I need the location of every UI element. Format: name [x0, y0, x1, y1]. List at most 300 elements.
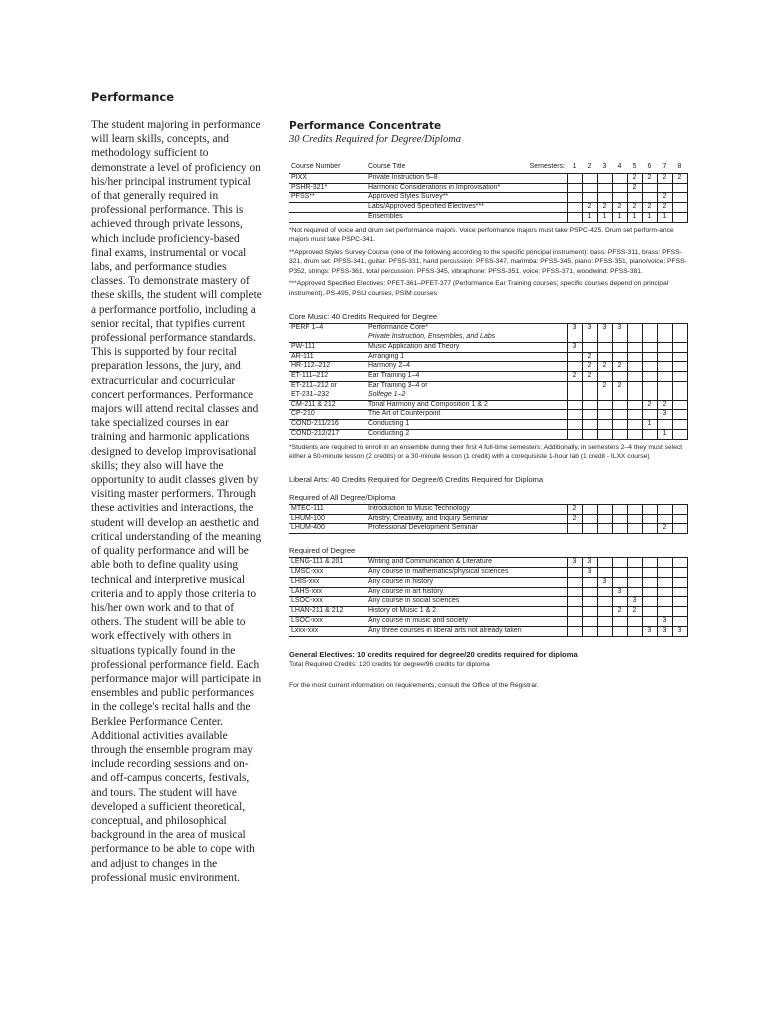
semester-2-credits: 1 [582, 212, 597, 222]
concentrate-note-3: ***Approved Specified Electives: PFET-361–PFET-377 (Performance Ear Training courses; specific courses depend on principal instrument), PS-495, PSIJ courses, PSIM courses [289, 280, 669, 297]
semester-5-credits: 3 [627, 597, 642, 607]
semester-7-credits [657, 558, 672, 568]
semester-6-credits [642, 504, 657, 514]
core-table [289, 323, 688, 440]
semester-4-credits: 1 [612, 212, 627, 222]
semester-5-credits: 2 [627, 173, 642, 183]
semester-2-credits [582, 577, 597, 587]
course-title [366, 324, 567, 343]
semester-2-credits [582, 410, 597, 420]
semester-1-credits [567, 524, 582, 534]
course-row [289, 626, 687, 636]
semester-5-credits [627, 514, 642, 524]
semester-5-credits [627, 410, 642, 420]
course-title: Any course in art history [366, 587, 567, 597]
semester-6-credits [642, 193, 657, 203]
semester-8-credits [672, 352, 687, 362]
semester-7-credits: 2 [657, 203, 672, 213]
course-number: CP-210 [289, 410, 366, 420]
semester-4-credits [612, 626, 627, 636]
course-row [289, 607, 687, 617]
course-title-line-2: Private Instruction, Ensembles, and Labs [368, 333, 496, 341]
semester-8-credits [672, 577, 687, 587]
semester-2-credits: 2 [582, 362, 597, 372]
semester-2-credits: 2 [582, 203, 597, 213]
course-title: Any course in social sciences [366, 597, 567, 607]
semester-1-credits [567, 568, 582, 578]
semester-4-credits [612, 352, 627, 362]
course-number: CM-211 & 212 [289, 400, 366, 410]
semester-3-credits [597, 524, 612, 534]
degree-table [289, 557, 688, 636]
semester-4-credits [612, 430, 627, 440]
semester-1-credits [567, 607, 582, 617]
semester-7-credits [657, 342, 672, 352]
course-row [289, 400, 687, 410]
course-row [289, 362, 687, 372]
semester-1-credits [567, 183, 582, 193]
course-row [289, 577, 687, 587]
semester-number-2: 2 [587, 163, 592, 170]
semester-3-credits [597, 400, 612, 410]
semester-4-credits [612, 420, 627, 430]
course-row [289, 212, 687, 222]
degree-heading: Required of Degree [289, 546, 356, 556]
course-row [289, 597, 687, 607]
course-row [289, 342, 687, 352]
semester-2-credits [582, 400, 597, 410]
course-title: Ear Training 1–4 [366, 372, 567, 382]
semester-4-credits [612, 558, 627, 568]
semester-5-credits [627, 362, 642, 372]
course-row [289, 352, 687, 362]
semester-4-credits: 3 [612, 324, 627, 343]
registrar-info: For the most current information on requirements, consult the Office of the Registrar. [289, 681, 539, 689]
semester-1-credits: 3 [567, 558, 582, 568]
semester-1-credits [567, 577, 582, 587]
semester-1-credits [567, 203, 582, 213]
course-number: LHUM-400 [289, 524, 366, 534]
course-row [289, 558, 687, 568]
course-row [289, 504, 687, 514]
semester-5-credits: 1 [627, 212, 642, 222]
concentrate-subtitle: 30 Credits Required for Degree/Diploma [289, 134, 462, 145]
semester-1-credits [567, 400, 582, 410]
course-title: Artistry, Creativity, and Inquiry Seminar [366, 514, 567, 524]
core-note: *Students are required to enroll in an ensemble during their first 4 full-time semesters. Additionally, in semesters 2–4 they must select either a 50-minute lesson (2 credits) or a 30-minute lesson (1 credit) with a corequisiste 1-hour lab (1 credit - ILXX course) [289, 443, 683, 461]
semester-6-credits [642, 617, 657, 627]
semester-1-credits [567, 193, 582, 203]
semester-2-credits [582, 524, 597, 534]
semester-5-credits [627, 558, 642, 568]
semester-6-credits [642, 410, 657, 420]
semester-number-6: 6 [647, 163, 652, 170]
semester-7-credits [657, 420, 672, 430]
semester-4-credits [612, 342, 627, 352]
semester-8-credits [672, 504, 687, 514]
course-number: PFSS** [289, 193, 366, 203]
semester-4-credits [612, 524, 627, 534]
semester-7-credits [657, 607, 672, 617]
semester-5-credits [627, 504, 642, 514]
semester-4-credits: 2 [612, 362, 627, 372]
semester-number-1: 1 [572, 163, 577, 170]
semester-2-credits [582, 626, 597, 636]
course-number [289, 382, 366, 401]
concentrate-table [289, 163, 688, 223]
course-title: Tonal Harmony and Composition 1 & 2 [366, 400, 567, 410]
semester-8-credits [672, 558, 687, 568]
course-number: PERF 1–4 [289, 324, 366, 343]
requirements-column [289, 118, 687, 689]
semester-5-credits [627, 577, 642, 587]
semester-6-credits: 2 [642, 173, 657, 183]
semester-3-credits [597, 352, 612, 362]
semester-1-credits [567, 597, 582, 607]
course-title: The Art of Counterpoint [366, 410, 567, 420]
semester-6-credits [642, 430, 657, 440]
semester-7-credits: 3 [657, 617, 672, 627]
semester-8-credits [672, 607, 687, 617]
semester-2-credits [582, 504, 597, 514]
total-credits: Total Required Credits: 120 credits for degree/96 credits for diploma [289, 660, 490, 668]
semester-6-credits [642, 183, 657, 193]
semester-4-credits [612, 372, 627, 382]
semester-6-credits: 1 [642, 212, 657, 222]
semester-8-credits [672, 430, 687, 440]
semester-2-credits [582, 514, 597, 524]
course-title: Labs/Approved Specified Electives*** [366, 203, 567, 213]
course-title: Arranging 1 [366, 352, 567, 362]
semester-4-credits [612, 183, 627, 193]
course-title: Introduction to Music Technology [366, 504, 567, 514]
semester-7-credits: 1 [657, 212, 672, 222]
semester-3-credits [597, 587, 612, 597]
semester-8-credits [672, 212, 687, 222]
semester-5-credits [627, 400, 642, 410]
semester-6-credits: 1 [642, 420, 657, 430]
semester-2-credits [582, 597, 597, 607]
course-row [289, 514, 687, 524]
semester-6-credits: 2 [642, 203, 657, 213]
semester-3-credits [597, 568, 612, 578]
course-row [289, 324, 687, 343]
general-electives: General Electives: 10 credits required for degree/20 credits required for diploma [289, 649, 578, 659]
course-number: LHUM-100 [289, 514, 366, 524]
course-number: LMSC-xxx [289, 568, 366, 578]
semester-6-credits [642, 607, 657, 617]
semester-3-credits [597, 410, 612, 420]
semester-8-credits [672, 568, 687, 578]
course-number: Lxxx-xxx [289, 626, 366, 636]
semesters-label: Semesters: [529, 163, 565, 170]
semester-3-credits [597, 558, 612, 568]
course-title [366, 382, 567, 401]
semester-8-credits [672, 203, 687, 213]
course-number [289, 212, 366, 222]
semester-2-credits [582, 173, 597, 183]
course-title: Harmony 2–4 [366, 362, 567, 372]
course-row [289, 420, 687, 430]
all-degree-heading: Required of All Degree/Diploma [289, 492, 396, 502]
semester-7-credits: 3 [657, 410, 672, 420]
semester-1-credits: 2 [567, 514, 582, 524]
semester-3-credits [597, 193, 612, 203]
semester-number-7: 7 [662, 163, 667, 170]
course-title-line-1: Performance Core* [368, 324, 428, 332]
concentrate-header-row [289, 163, 687, 173]
semester-7-credits [657, 183, 672, 193]
course-row [289, 382, 687, 401]
semester-6-credits [642, 324, 657, 343]
semester-8-credits [672, 400, 687, 410]
semester-7-credits [657, 597, 672, 607]
course-row [289, 173, 687, 183]
course-title: Harmonic Considerations in Improvisation* [366, 183, 567, 193]
semester-4-credits: 3 [612, 587, 627, 597]
semester-8-credits [672, 183, 687, 193]
semester-number-4: 4 [617, 163, 622, 170]
semester-1-credits [567, 362, 582, 372]
semester-5-credits [627, 193, 642, 203]
semester-4-credits [612, 193, 627, 203]
semester-number-3: 3 [602, 163, 607, 170]
semester-5-credits [627, 568, 642, 578]
semester-4-credits [612, 410, 627, 420]
semester-4-credits: 2 [612, 607, 627, 617]
semester-3-credits [597, 626, 612, 636]
semester-2-credits [582, 382, 597, 401]
all-degree-table [289, 504, 688, 534]
semester-2-credits: 3 [582, 558, 597, 568]
course-title: Ensembles [366, 212, 567, 222]
semester-6-credits [642, 524, 657, 534]
course-title-header [366, 163, 567, 173]
course-row [289, 524, 687, 534]
semester-7-credits [657, 324, 672, 343]
semester-1-credits [567, 382, 582, 401]
semester-2-credits [582, 342, 597, 352]
semester-4-credits: 2 [612, 203, 627, 213]
concentrate-note-2: **Approved Styles Survey Course (one of the following according to the specific principal instrument): bass: PFSS-311, brass: PFSS-321, drum set: PFSS-341, guitar: PFSS-331, hand percussion: PFSS-347, marimba: PFSS-345, piano: PFSS-351, piano/voice: PFSS-P352, strings: PFSS-361, total percussion: PFSS-345, vibraphone: PFSS-351, voice: PFSS-371, woodwind: PFSS-381. [289, 248, 687, 275]
course-number: LHIS-xxx [289, 577, 366, 587]
semester-8-credits [672, 410, 687, 420]
course-row [289, 410, 687, 420]
semester-7-credits: 3 [657, 626, 672, 636]
semester-3-credits [597, 183, 612, 193]
semester-8-credits [672, 193, 687, 203]
course-number: PW-111 [289, 342, 366, 352]
semester-8-credits: 3 [672, 626, 687, 636]
semester-8-credits [672, 524, 687, 534]
concentrate-note-1: *Not required of voice and drum set performance majors. Voice performance majors must take PSPC-425. Drum set perform-ance majors must take PSPC-341. [289, 226, 674, 244]
semester-8-credits [672, 382, 687, 401]
semester-8-credits [672, 372, 687, 382]
course-title: Professional Development Seminar [366, 524, 567, 534]
course-number: COND-212/217 [289, 430, 366, 440]
semester-2-credits: 2 [582, 372, 597, 382]
semester-1-credits [567, 352, 582, 362]
semester-5-credits [627, 587, 642, 597]
semester-1-credits: 2 [567, 372, 582, 382]
semester-8-credits: 2 [672, 173, 687, 183]
semester-3-credits: 3 [597, 324, 612, 343]
core-heading: Core Music: 40 Credits Required for Degree [289, 312, 438, 322]
course-row [289, 617, 687, 627]
semester-6-credits: 3 [642, 626, 657, 636]
semester-4-credits [612, 173, 627, 183]
semester-5-credits: 2 [627, 203, 642, 213]
semester-5-credits: 2 [627, 607, 642, 617]
semester-1-credits [567, 420, 582, 430]
semester-6-credits [642, 568, 657, 578]
semester-4-credits [612, 568, 627, 578]
course-title-line-2: Solfege 1–2 [368, 390, 406, 398]
semester-6-credits [642, 577, 657, 587]
semester-8-credits [672, 420, 687, 430]
semester-6-credits [642, 587, 657, 597]
course-title: Conducting 1 [366, 420, 567, 430]
semester-number-8: 8 [677, 163, 682, 170]
course-title: Conducting 2 [366, 430, 567, 440]
course-number: LSOC-xxx [289, 617, 366, 627]
semester-5-credits [627, 626, 642, 636]
semester-8-credits [672, 362, 687, 372]
semester-2-credits [582, 607, 597, 617]
semester-8-credits [672, 597, 687, 607]
course-row [289, 203, 687, 213]
semester-8-credits [672, 514, 687, 524]
semester-8-credits [672, 587, 687, 597]
course-row [289, 587, 687, 597]
semester-6-credits [642, 372, 657, 382]
semester-7-credits [657, 372, 672, 382]
semester-8-credits [672, 324, 687, 343]
course-number: LENG-111 & 201 [289, 558, 366, 568]
semester-3-credits [597, 173, 612, 183]
semester-4-credits [612, 504, 627, 514]
semester-1-credits [567, 430, 582, 440]
semester-7-credits: 2 [657, 400, 672, 410]
semester-6-credits [642, 352, 657, 362]
semester-5-credits [627, 372, 642, 382]
semester-1-credits [567, 212, 582, 222]
semester-7-credits [657, 362, 672, 372]
semester-6-credits [642, 597, 657, 607]
semester-5-credits: 2 [627, 183, 642, 193]
semester-2-credits: 2 [582, 352, 597, 362]
semester-4-credits [612, 514, 627, 524]
liberal-heading: Liberal Arts: 40 Credits Required for Degree/6 Credits Required for Diploma [289, 474, 544, 484]
semester-2-credits [582, 587, 597, 597]
semester-3-credits [597, 607, 612, 617]
course-number [289, 203, 366, 213]
course-title: Writing and Communication & Literature [366, 558, 567, 568]
semester-7-credits [657, 568, 672, 578]
semester-1-credits [567, 617, 582, 627]
semester-3-credits [597, 342, 612, 352]
semester-3-credits [597, 504, 612, 514]
semester-4-credits: 2 [612, 382, 627, 401]
course-title: History of Music 1 & 2 [366, 607, 567, 617]
semester-7-credits: 2 [657, 524, 672, 534]
semester-5-credits [627, 342, 642, 352]
semester-1-credits: 3 [567, 324, 582, 343]
semester-4-credits [612, 617, 627, 627]
semester-1-credits [567, 626, 582, 636]
semester-2-credits [582, 617, 597, 627]
semester-7-credits [657, 382, 672, 401]
semester-4-credits [612, 577, 627, 587]
semester-1-credits [567, 587, 582, 597]
semester-5-credits [627, 420, 642, 430]
course-row [289, 193, 687, 203]
course-row [289, 568, 687, 578]
semester-7-credits: 1 [657, 430, 672, 440]
course-title: Any course in history [366, 577, 567, 587]
course-number: ET-111–212 [289, 372, 366, 382]
course-number-header: Course Number [291, 163, 341, 170]
semester-3-credits [597, 597, 612, 607]
course-title-line-1: Ear Training 3–4 or [368, 382, 428, 390]
course-row [289, 430, 687, 440]
semester-5-credits [627, 324, 642, 343]
course-title: Any course in mathematics/physical sciences [366, 568, 567, 578]
semester-3-credits [597, 617, 612, 627]
course-title-label: Course Title [368, 163, 406, 170]
semester-7-credits: 2 [657, 173, 672, 183]
semester-5-credits [627, 430, 642, 440]
section-heading-performance: Performance [91, 90, 175, 104]
course-number: LHAN-211 & 212 [289, 607, 366, 617]
semester-6-credits [642, 514, 657, 524]
course-number: PSHR-321* [289, 183, 366, 193]
semester-3-credits [597, 514, 612, 524]
course-title: Any course in music and society [366, 617, 567, 627]
semester-3-credits [597, 420, 612, 430]
semester-5-credits [627, 524, 642, 534]
semester-2-credits [582, 193, 597, 203]
course-number: PIXX [289, 173, 366, 183]
semester-1-credits [567, 410, 582, 420]
semester-3-credits: 2 [597, 362, 612, 372]
semester-2-credits [582, 420, 597, 430]
semester-7-credits [657, 587, 672, 597]
semester-2-credits [582, 430, 597, 440]
course-number: MTEC-111 [289, 504, 366, 514]
semester-7-credits [657, 352, 672, 362]
semester-5-credits [627, 352, 642, 362]
semester-1-credits: 2 [567, 504, 582, 514]
semester-3-credits: 2 [597, 203, 612, 213]
concentrate-heading: Performance Concentrate [289, 120, 442, 132]
semester-1-credits [567, 173, 582, 183]
course-title: Any three courses in liberal arts not already taken [366, 626, 567, 636]
course-title: Approved Styles Survey** [366, 193, 567, 203]
course-title: Private Instruction 5–8 [366, 173, 567, 183]
semester-7-credits: 2 [657, 193, 672, 203]
semester-6-credits [642, 362, 657, 372]
semester-1-credits: 3 [567, 342, 582, 352]
semester-7-credits [657, 514, 672, 524]
course-number: COND-211/216 [289, 420, 366, 430]
semester-6-credits [642, 558, 657, 568]
semester-4-credits [612, 400, 627, 410]
semester-5-credits [627, 617, 642, 627]
semester-number-5: 5 [632, 163, 637, 170]
semester-5-credits [627, 382, 642, 401]
course-number: LSOC-xxx [289, 597, 366, 607]
